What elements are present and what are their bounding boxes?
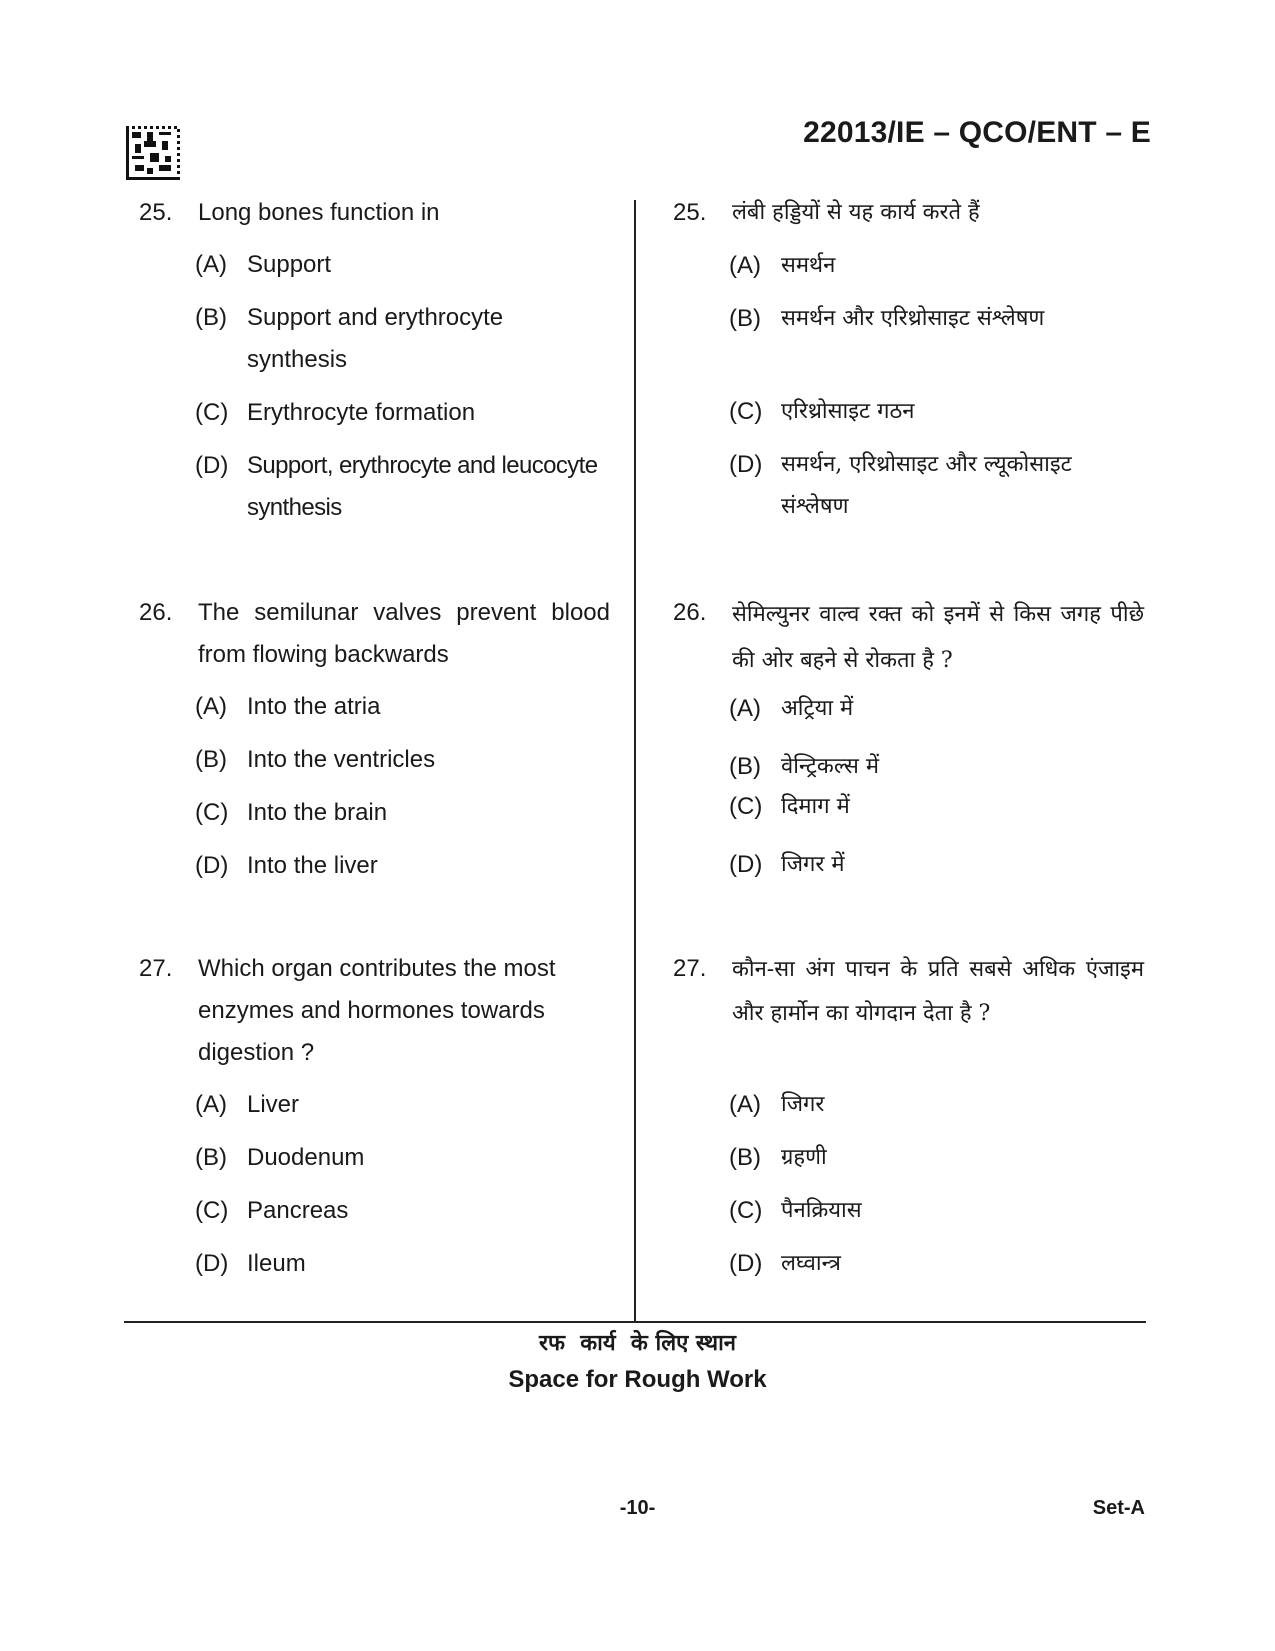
question-number: 25. bbox=[139, 199, 173, 226]
paper-code: 22013/IE – QCO/ENT – E bbox=[803, 116, 1151, 149]
question-stem: लंबी हड्डियों से यह कार्य करते हैं bbox=[732, 200, 980, 225]
question-number: 27. bbox=[673, 955, 707, 982]
rough-work-heading: Space for Rough Work bbox=[508, 1366, 767, 1393]
rough-work-heading-hindi: रफ कार्य के लिए स्थान bbox=[538, 1330, 737, 1356]
set-label: Set-A bbox=[1092, 1497, 1145, 1519]
question-stem: The semilunar valves prevent blood from flowing backwards bbox=[198, 599, 610, 668]
question-number: 26. bbox=[673, 599, 707, 626]
question-stem: कौन-सा अंग पाचन के प्रति सबसे अधिक एंजाइम और हार्मोन का योगदान देता है ? bbox=[732, 957, 1144, 1026]
question-stem: Which organ contributes the most enzymes and hormones towards digestion ? bbox=[198, 955, 556, 1066]
question-stem: Long bones function in bbox=[198, 199, 440, 226]
question-number: 27. bbox=[139, 955, 173, 982]
qr-code bbox=[126, 126, 180, 180]
question-number: 25. bbox=[673, 199, 707, 226]
question-number: 26. bbox=[139, 599, 173, 626]
column-divider bbox=[634, 200, 636, 1322]
footer-rule bbox=[124, 1321, 1146, 1323]
page-number: -10- bbox=[619, 1497, 656, 1519]
question-stem: सेमिल्युनर वाल्व रक्त को इनमें से किस जगह पीछे की ओर बहने से रोकता है ? bbox=[732, 602, 1144, 673]
